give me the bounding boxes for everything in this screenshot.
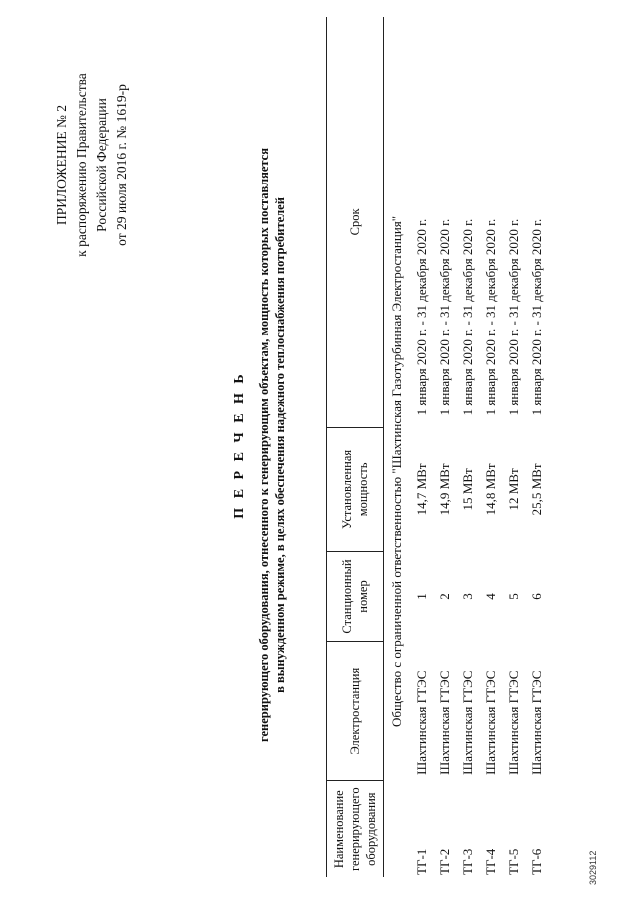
appendix-order: к распоряжению Правительства [74, 73, 89, 257]
installed-capacity: 25,5 МВт [528, 463, 544, 516]
company-group-row [384, 17, 411, 877]
power-station: Шахтинская ГТЭС [528, 670, 544, 775]
station-number: 5 [505, 593, 521, 600]
document-subtitle-line1: генерирующего оборудования, отнесенного к генерирующим объектам, мощность которых поставляется [257, 148, 271, 743]
station-number: 3 [459, 593, 475, 600]
equipment-name: ТГ-6 [528, 848, 544, 875]
header-station-number: Станционный номер [327, 552, 384, 642]
term: 1 января 2020 г. - 31 декабря 2020 г. [413, 218, 429, 416]
term: 1 января 2020 г. - 31 декабря 2020 г. [436, 218, 452, 416]
term: 1 января 2020 г. - 31 декабря 2020 г. [505, 218, 521, 416]
equipment-table [326, 17, 548, 877]
equipment-name: ТГ-2 [436, 848, 452, 875]
table-row [525, 17, 548, 877]
installed-capacity: 14,7 МВт [413, 463, 429, 516]
station-number: 2 [436, 593, 452, 600]
appendix-federation: Российской Федерации [94, 98, 109, 232]
document-code: 3029112 [588, 850, 598, 885]
header-equipment-name: Наименование генерирующего оборудования [327, 781, 384, 877]
table-header-row [327, 17, 384, 877]
power-station: Шахтинская ГТЭС [505, 670, 521, 775]
power-station: Шахтинская ГТЭС [459, 670, 475, 775]
installed-capacity: 12 МВт [505, 468, 521, 511]
company-name: Общество с ограниченной ответственностью "Шахтинская Газотурбинная Электростанция" [389, 215, 404, 727]
equipment-name: ТГ-3 [459, 848, 475, 875]
document-subtitle-line2: в вынужденном режиме, в целях обеспечения надежного теплоснабжения потребителей [273, 197, 287, 693]
equipment-name: ТГ-5 [505, 848, 521, 875]
installed-capacity: 15 МВт [459, 468, 475, 511]
header-power-station: Электростанция [327, 641, 384, 780]
table-row [410, 17, 433, 877]
header-term: Срок [327, 17, 384, 427]
equipment-name: ТГ-1 [413, 848, 429, 875]
table-row [456, 17, 479, 877]
document-heading [232, 5, 288, 885]
power-station: Шахтинская ГТЭС [482, 670, 498, 775]
station-number: 1 [413, 593, 429, 600]
installed-capacity: 14,9 МВт [436, 463, 452, 516]
installed-capacity: 14,8 МВт [482, 463, 498, 516]
table-row [479, 17, 502, 877]
document-title: П Е Р Е Ч Е Н Ь [232, 371, 247, 519]
header-installed-capacity: Установленная мощность [327, 427, 384, 551]
station-number: 6 [528, 593, 544, 600]
term: 1 января 2020 г. - 31 декабря 2020 г. [528, 218, 544, 416]
equipment-name: ТГ-4 [482, 848, 498, 875]
term: 1 января 2020 г. - 31 декабря 2020 г. [459, 218, 475, 416]
station-number: 4 [482, 593, 498, 600]
appendix-number: ПРИЛОЖЕНИЕ № 2 [54, 104, 69, 226]
appendix-date: от 29 июля 2016 г. № 1619-р [114, 84, 129, 246]
table-row [433, 17, 456, 877]
power-station: Шахтинская ГТЭС [413, 670, 429, 775]
term: 1 января 2020 г. - 31 декабря 2020 г. [482, 218, 498, 416]
appendix-stamp [52, 35, 132, 295]
table-row [502, 17, 525, 877]
power-station: Шахтинская ГТЭС [436, 670, 452, 775]
